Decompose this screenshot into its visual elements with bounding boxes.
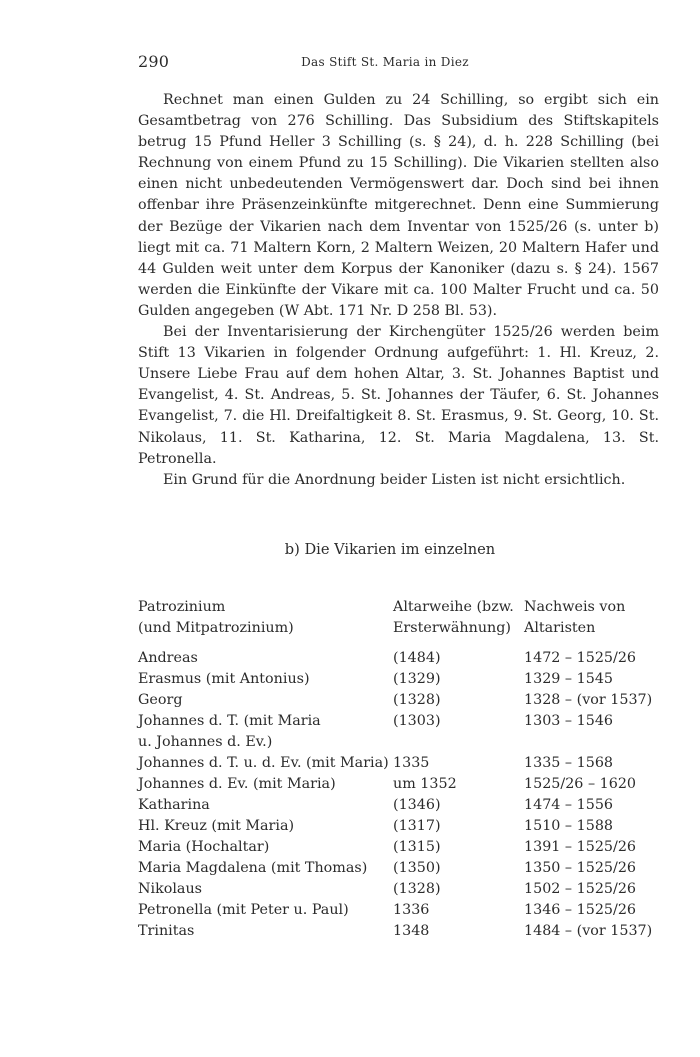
header-patrozinium — [138, 597, 393, 648]
cell-nachweis: 1335 – 1568 — [524, 755, 614, 771]
header-altarweihe — [393, 597, 524, 648]
vikarien-table — [138, 597, 659, 942]
cell-nachweis: 1391 – 1525/26 — [524, 839, 637, 855]
cell-nachweis: 1525/26 – 1620 — [524, 776, 637, 792]
cell-altarweihe: (1350) — [393, 860, 441, 876]
cell-text: Nikolaus — [138, 881, 202, 897]
cell-text: Johannes d. T. u. d. Ev. (mit Maria) — [138, 755, 389, 771]
cell-nachweis: 1328 – (vor 1537) — [524, 692, 653, 708]
table-row — [138, 669, 659, 690]
table-row — [138, 921, 659, 942]
cell-text: u. Johannes d. Ev.) — [138, 734, 273, 750]
cell-patrozinium — [138, 858, 393, 879]
cell-text: Trinitas — [138, 923, 195, 939]
cell-nachweis: 1350 – 1525/26 — [524, 860, 637, 876]
cell-patrozinium — [138, 816, 393, 837]
page-number: 290 — [138, 52, 170, 71]
table-body — [138, 648, 659, 942]
cell-text: Georg — [138, 692, 183, 708]
header-text: Nachweis von — [524, 599, 626, 615]
cell-text: Maria (Hochaltar) — [138, 839, 270, 855]
cell-altarweihe: um 1352 — [393, 776, 457, 792]
cell-altarweihe: (1317) — [393, 818, 441, 834]
cell-text: Katharina — [138, 797, 210, 813]
running-title: Das Stift St. Maria in Diez — [301, 55, 469, 69]
cell-text: Petronella (mit Peter u. Paul) — [138, 902, 349, 918]
table-row — [138, 795, 659, 816]
cell-text: Hl. Kreuz (mit Maria) — [138, 818, 295, 834]
cell-patrozinium — [138, 648, 393, 669]
cell-altarweihe: (1346) — [393, 797, 441, 813]
table-row — [138, 858, 659, 879]
cell-nachweis: 1472 – 1525/26 — [524, 650, 637, 666]
cell-text: Maria Magdalena (mit Thomas) — [138, 860, 368, 876]
table-row — [138, 648, 659, 669]
table-row — [138, 816, 659, 837]
cell-text: Johannes d. Ev. (mit Maria) — [138, 776, 336, 792]
cell-patrozinium — [138, 669, 393, 690]
cell-patrozinium — [138, 900, 393, 921]
cell-altarweihe: (1315) — [393, 839, 441, 855]
header-nachweis — [524, 597, 659, 648]
cell-patrozinium — [138, 921, 393, 942]
paragraph: Rechnet man einen Gulden zu 24 Schilling, so ergibt sich ein Gesamtbetrag von 276 Schilling. Das Subsidium des Stiftskapitels betrug 15 Pfund Heller 3 Schilling (s. § 24), d. h. 228 Schilling (bei Rechnung von einem Pfund zu 15 Schilling). Die Vikarien stellten also einen nicht unbedeutenden Vermögenswert dar. Doch sind bei ihnen offenbar ihre Präsenzeinkünfte mitgerechnet. Denn eine Summierung der Bezüge der Vikarien nach dem Inventar von 1525/26 (s. unter b) liegt mit ca. 71 Maltern Korn, 2 Maltern Weizen, 20 Maltern Hafer und 44 Gulden weit unter dem Korpus der Kanoniker (dazu s. § 24). 1567 werden die Einkünfte der Vikare mit ca. 100 Malter Frucht und ca. 50 Gulden angegeben (W Abt. 171 Nr. D 258 Bl. 53). — [138, 92, 659, 319]
header-text: (und Mitpatrozinium) — [138, 620, 294, 636]
cell-altarweihe: 1348 — [393, 923, 430, 939]
table-row — [138, 711, 659, 753]
table-row — [138, 690, 659, 711]
cell-patrozinium — [138, 837, 393, 858]
section-heading: b) Die Vikarien im einzelnen — [284, 541, 496, 558]
table-row — [138, 900, 659, 921]
table-row — [138, 837, 659, 858]
cell-nachweis: 1303 – 1546 — [524, 713, 614, 729]
cell-altarweihe: (1484) — [393, 650, 441, 666]
header-text: Altaristen — [524, 620, 596, 636]
cell-patrozinium — [138, 774, 393, 795]
cell-nachweis: 1474 – 1556 — [524, 797, 614, 813]
cell-nachweis: 1510 – 1588 — [524, 818, 614, 834]
table-row — [138, 879, 659, 900]
cell-nachweis: 1346 – 1525/26 — [524, 902, 637, 918]
header-text: Patrozinium — [138, 599, 226, 615]
cell-altarweihe: (1303) — [393, 713, 441, 729]
cell-altarweihe: 1336 — [393, 902, 430, 918]
cell-altarweihe: (1329) — [393, 671, 441, 687]
cell-altarweihe: 1335 — [393, 755, 430, 771]
cell-text: Johannes d. T. (mit Maria — [138, 713, 321, 729]
table-header-row — [138, 597, 659, 648]
table-row — [138, 774, 659, 795]
cell-nachweis: 1484 – (vor 1537) — [524, 923, 653, 939]
cell-text: Andreas — [138, 650, 198, 666]
cell-patrozinium — [138, 795, 393, 816]
header-text: Ersterwähnung) — [393, 620, 511, 636]
cell-patrozinium — [138, 879, 393, 900]
cell-nachweis: 1502 – 1525/26 — [524, 881, 637, 897]
paragraph: Ein Grund für die Anordnung beider Listen ist nicht ersichtlich. — [163, 471, 626, 488]
body-text — [138, 90, 659, 491]
cell-nachweis: 1329 – 1545 — [524, 671, 614, 687]
paragraph: Bei der Inventarisierung der Kirchengüter 1525/26 werden beim Stift 13 Vikarien in folgender Ordnung aufgeführt: 1. Hl. Kreuz, 2. Unsere Liebe Frau auf dem hohen Altar, 3. St. Johannes Baptist und Evangelist, 4. St. Andreas, 5. St. Johannes der Täufer, 6. St. Johannes Evangelist, 7. die Hl. Dreifaltigkeit 8. St. Erasmus, 9. St. Georg, 10. St. Nikolaus, 11. St. Katharina, 12. St. Maria Magdalena, 13. St. Petronella. — [138, 324, 659, 467]
cell-text: Erasmus (mit Antonius) — [138, 671, 310, 687]
cell-patrozinium — [138, 690, 393, 711]
cell-altarweihe: (1328) — [393, 692, 441, 708]
cell-patrozinium — [138, 753, 393, 774]
header-text: Altarweihe (bzw. — [393, 599, 514, 615]
cell-altarweihe: (1328) — [393, 881, 441, 897]
table-row — [138, 753, 659, 774]
cell-patrozinium — [138, 711, 393, 753]
